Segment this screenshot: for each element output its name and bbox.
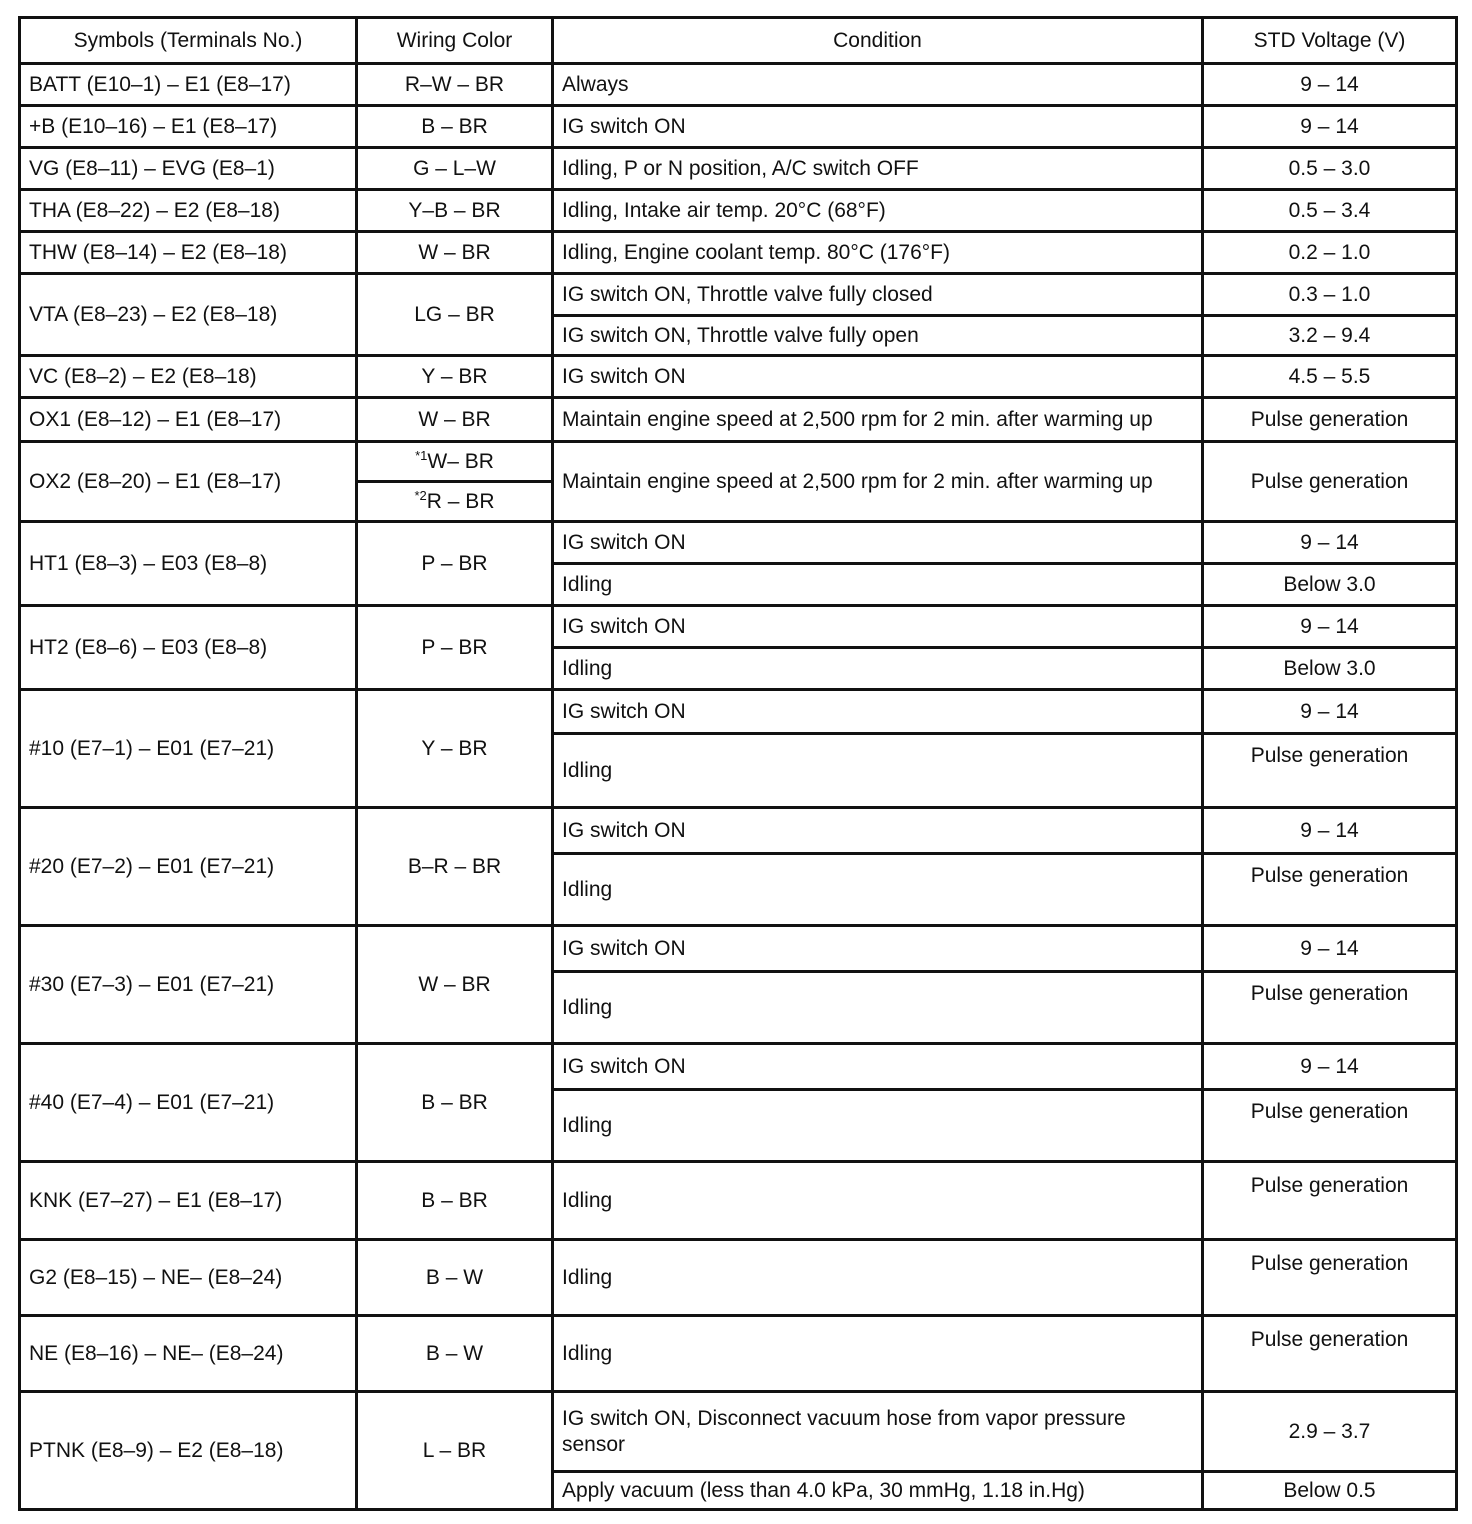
condition-cell: IG switch ON, Throttle valve fully open — [553, 316, 1203, 356]
condition-cell: Maintain engine speed at 2,500 rpm for 2 min. after warming up — [553, 442, 1203, 522]
table-row — [20, 926, 1457, 972]
table-row — [20, 398, 1457, 442]
voltage-spec-table — [18, 16, 1458, 1511]
condition-cell: Idling — [553, 564, 1203, 606]
table-row — [20, 606, 1457, 648]
wiring-cell: LG – BR — [357, 274, 553, 356]
header-row — [20, 18, 1457, 64]
table-row — [20, 274, 1457, 316]
footnote-mark: *2 — [414, 487, 427, 503]
wiring-cell: W – BR — [357, 232, 553, 274]
wiring-cell: R–W – BR — [357, 64, 553, 106]
condition-cell: IG switch ON, Disconnect vacuum hose from vapor pressure sensor — [553, 1392, 1203, 1472]
wiring-cell: P – BR — [357, 522, 553, 606]
voltage-cell: Below 0.5 — [1203, 1472, 1457, 1510]
condition-cell: Apply vacuum (less than 4.0 kPa, 30 mmHg, 1.18 in.Hg) — [553, 1472, 1203, 1510]
footnote-mark: *1 — [415, 447, 428, 463]
voltage-cell: 0.5 – 3.4 — [1203, 190, 1457, 232]
table-row — [20, 1316, 1457, 1392]
wiring-cell: G – L–W — [357, 148, 553, 190]
condition-cell: IG switch ON — [553, 522, 1203, 564]
voltage-cell: 9 – 14 — [1203, 606, 1457, 648]
condition-cell: Idling, P or N position, A/C switch OFF — [553, 148, 1203, 190]
voltage-cell: 9 – 14 — [1203, 1044, 1457, 1090]
condition-cell: Idling — [553, 734, 1203, 808]
condition-cell: Idling, Engine coolant temp. 80°C (176°F) — [553, 232, 1203, 274]
voltage-cell: Pulse generation — [1203, 1162, 1457, 1240]
voltage-cell: 9 – 14 — [1203, 64, 1457, 106]
voltage-cell: 0.3 – 1.0 — [1203, 274, 1457, 316]
wiring-variant-cell — [357, 482, 553, 522]
wiring-cell: B – BR — [357, 1162, 553, 1240]
condition-cell: IG switch ON — [553, 106, 1203, 148]
table-row — [20, 442, 1457, 482]
voltage-cell: 0.5 – 3.0 — [1203, 148, 1457, 190]
wiring-cell: B – BR — [357, 1044, 553, 1162]
voltage-cell: 3.2 – 9.4 — [1203, 316, 1457, 356]
wiring-variant-text: R – BR — [426, 489, 495, 513]
voltage-cell: Below 3.0 — [1203, 648, 1457, 690]
header-condition: Condition — [553, 18, 1203, 64]
header-wiring-color: Wiring Color — [357, 18, 553, 64]
table-row — [20, 808, 1457, 854]
condition-cell: IG switch ON, Throttle valve fully closed — [553, 274, 1203, 316]
table-row — [20, 1162, 1457, 1240]
condition-cell: IG switch ON — [553, 1044, 1203, 1090]
voltage-cell: Pulse generation — [1203, 972, 1457, 1044]
wiring-cell: B – W — [357, 1316, 553, 1392]
voltage-cell: 4.5 – 5.5 — [1203, 356, 1457, 398]
voltage-cell: 9 – 14 — [1203, 690, 1457, 734]
condition-cell: Idling — [553, 972, 1203, 1044]
symbol-cell: G2 (E8–15) – NE– (E8–24) — [20, 1240, 357, 1316]
condition-cell: Idling — [553, 1162, 1203, 1240]
table-row — [20, 1044, 1457, 1090]
voltage-cell: 9 – 14 — [1203, 808, 1457, 854]
symbol-cell: THW (E8–14) – E2 (E8–18) — [20, 232, 357, 274]
voltage-cell: Pulse generation — [1203, 734, 1457, 808]
table-row — [20, 106, 1457, 148]
voltage-cell: Pulse generation — [1203, 1090, 1457, 1162]
voltage-cell: 0.2 – 1.0 — [1203, 232, 1457, 274]
voltage-cell: Pulse generation — [1203, 1240, 1457, 1316]
table-row — [20, 64, 1457, 106]
wiring-cell: B–R – BR — [357, 808, 553, 926]
symbol-cell: NE (E8–16) – NE– (E8–24) — [20, 1316, 357, 1392]
condition-cell: Always — [553, 64, 1203, 106]
condition-cell: Idling — [553, 854, 1203, 926]
table-row — [20, 148, 1457, 190]
symbol-cell: +B (E10–16) – E1 (E8–17) — [20, 106, 357, 148]
table-row — [20, 232, 1457, 274]
wiring-cell: W – BR — [357, 926, 553, 1044]
wiring-variant-text: W– BR — [427, 449, 494, 473]
voltage-cell: Pulse generation — [1203, 442, 1457, 522]
table-row — [20, 356, 1457, 398]
header-symbols: Symbols (Terminals No.) — [20, 18, 357, 64]
symbol-cell: VTA (E8–23) – E2 (E8–18) — [20, 274, 357, 356]
condition-cell: Idling — [553, 1240, 1203, 1316]
wiring-cell: Y – BR — [357, 690, 553, 808]
table-row — [20, 522, 1457, 564]
symbol-cell: OX2 (E8–20) – E1 (E8–17) — [20, 442, 357, 522]
condition-cell: IG switch ON — [553, 356, 1203, 398]
symbol-cell: PTNK (E8–9) – E2 (E8–18) — [20, 1392, 357, 1510]
symbol-cell: KNK (E7–27) – E1 (E8–17) — [20, 1162, 357, 1240]
voltage-cell: 9 – 14 — [1203, 522, 1457, 564]
table-row — [20, 190, 1457, 232]
symbol-cell: THA (E8–22) – E2 (E8–18) — [20, 190, 357, 232]
symbol-cell: #10 (E7–1) – E01 (E7–21) — [20, 690, 357, 808]
wiring-cell: B – W — [357, 1240, 553, 1316]
condition-cell: IG switch ON — [553, 690, 1203, 734]
condition-cell: Idling — [553, 1090, 1203, 1162]
voltage-cell: 9 – 14 — [1203, 106, 1457, 148]
table-row — [20, 1240, 1457, 1316]
condition-cell: Maintain engine speed at 2,500 rpm for 2 min. after warming up — [553, 398, 1203, 442]
symbol-cell: VC (E8–2) – E2 (E8–18) — [20, 356, 357, 398]
condition-cell: Idling — [553, 648, 1203, 690]
condition-cell: IG switch ON — [553, 808, 1203, 854]
symbol-cell: HT2 (E8–6) – E03 (E8–8) — [20, 606, 357, 690]
symbol-cell: BATT (E10–1) – E1 (E8–17) — [20, 64, 357, 106]
wiring-cell: L – BR — [357, 1392, 553, 1510]
voltage-cell: Below 3.0 — [1203, 564, 1457, 606]
wiring-cell: W – BR — [357, 398, 553, 442]
wiring-cell: B – BR — [357, 106, 553, 148]
symbol-cell: VG (E8–11) – EVG (E8–1) — [20, 148, 357, 190]
wiring-variant-cell — [357, 442, 553, 482]
voltage-cell: 9 – 14 — [1203, 926, 1457, 972]
wiring-cell: P – BR — [357, 606, 553, 690]
condition-cell: IG switch ON — [553, 606, 1203, 648]
symbol-cell: #20 (E7–2) – E01 (E7–21) — [20, 808, 357, 926]
condition-cell: Idling, Intake air temp. 20°C (68°F) — [553, 190, 1203, 232]
header-std-voltage: STD Voltage (V) — [1203, 18, 1457, 64]
voltage-cell: Pulse generation — [1203, 398, 1457, 442]
symbol-cell: HT1 (E8–3) – E03 (E8–8) — [20, 522, 357, 606]
wiring-cell: Y – BR — [357, 356, 553, 398]
voltage-cell: Pulse generation — [1203, 854, 1457, 926]
table-row — [20, 1392, 1457, 1472]
voltage-cell: 2.9 – 3.7 — [1203, 1392, 1457, 1472]
wiring-cell: Y–B – BR — [357, 190, 553, 232]
condition-cell: Idling — [553, 1316, 1203, 1392]
condition-cell: IG switch ON — [553, 926, 1203, 972]
voltage-cell: Pulse generation — [1203, 1316, 1457, 1392]
table-row — [20, 690, 1457, 734]
symbol-cell: #40 (E7–4) – E01 (E7–21) — [20, 1044, 357, 1162]
symbol-cell: #30 (E7–3) – E01 (E7–21) — [20, 926, 357, 1044]
symbol-cell: OX1 (E8–12) – E1 (E8–17) — [20, 398, 357, 442]
